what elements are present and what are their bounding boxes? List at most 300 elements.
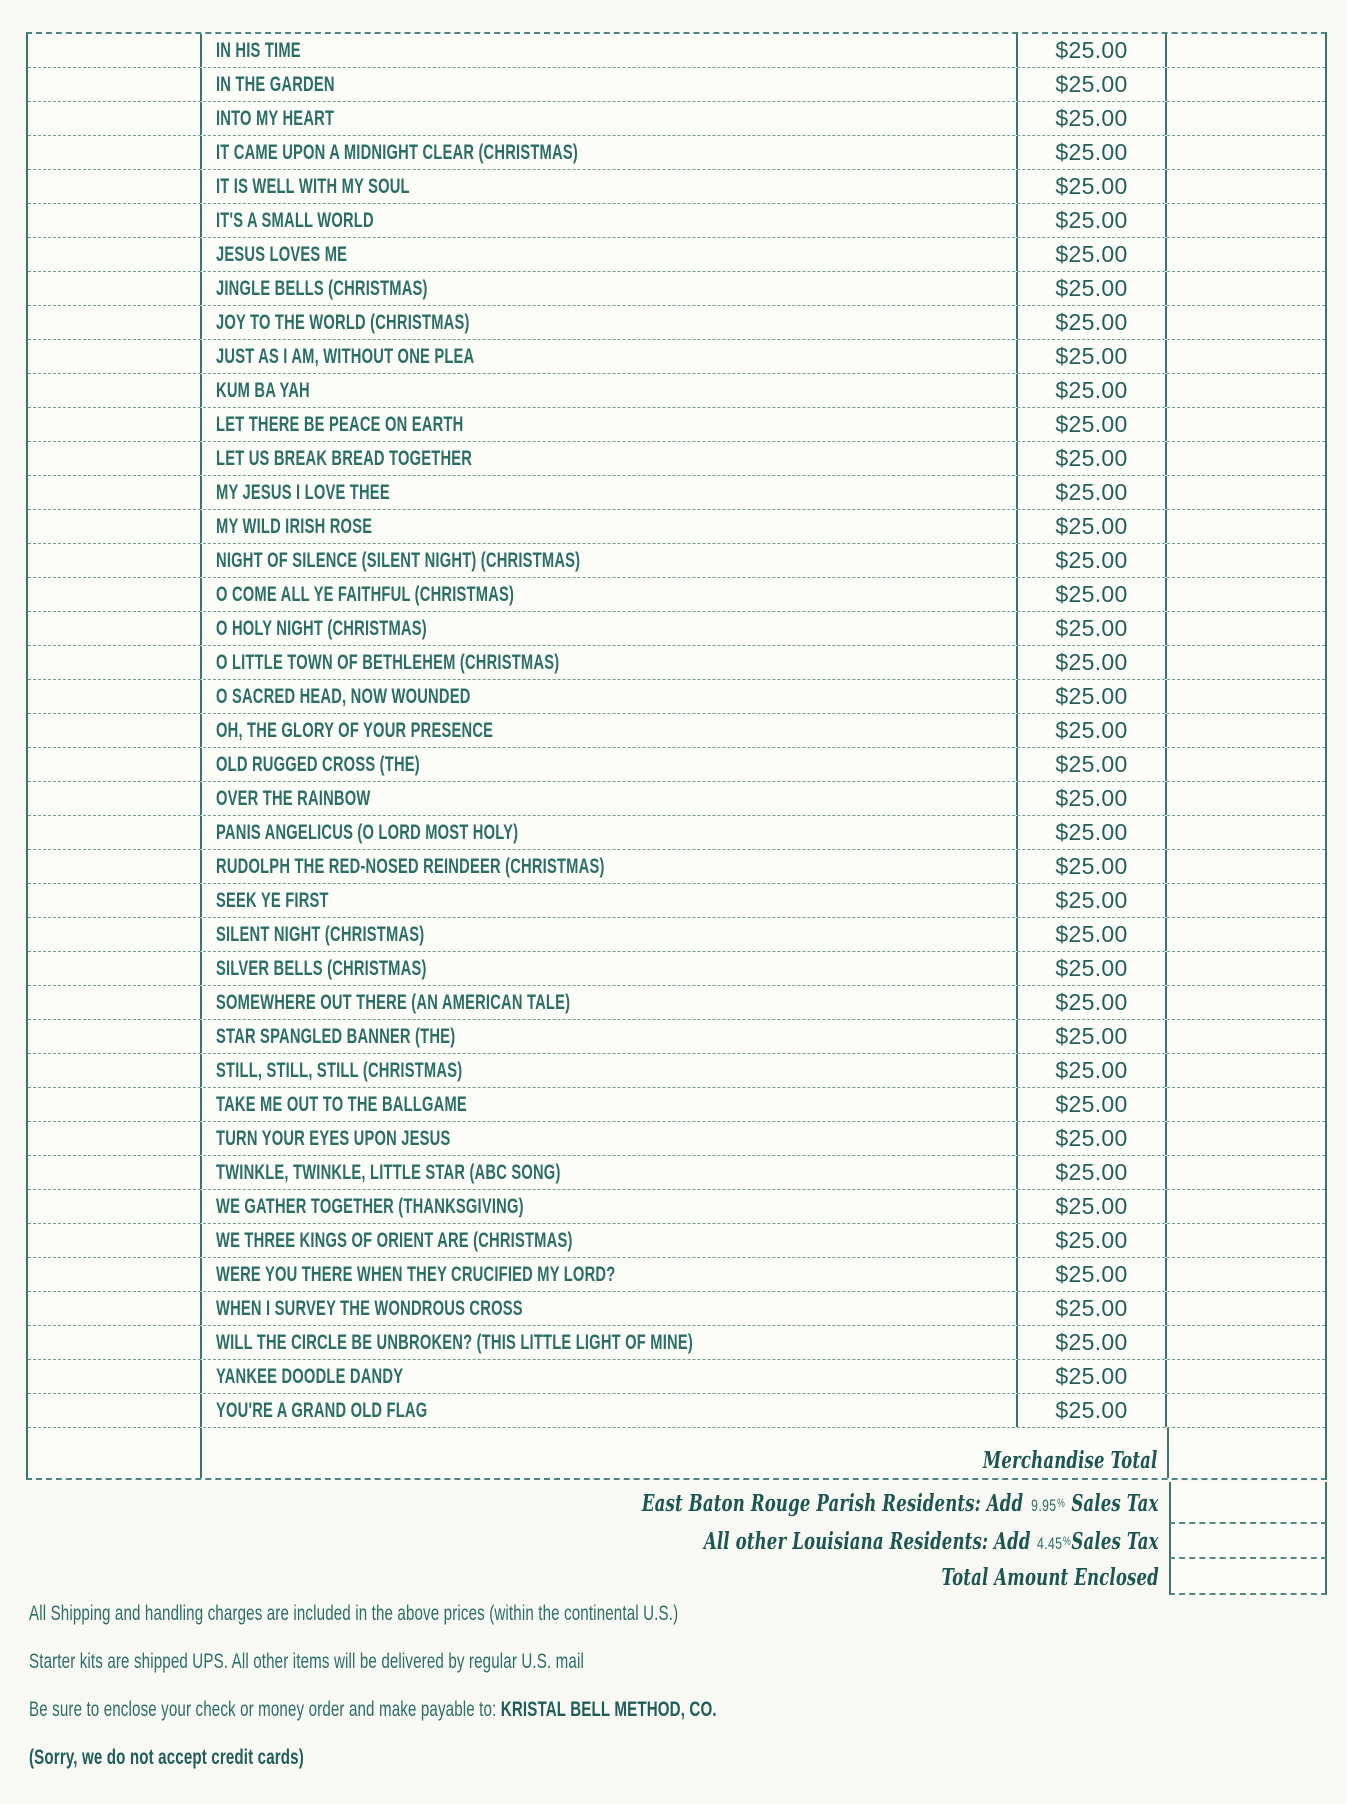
song-price-cell <box>1016 1054 1167 1087</box>
amount-input-cell[interactable] <box>1167 578 1325 611</box>
song-price-cell <box>1016 544 1167 577</box>
song-price-cell <box>1016 68 1167 101</box>
tax1-prefix: East Baton Rouge Parish Residents: Add <box>642 1489 1024 1517</box>
shipping-note-line <box>29 1600 984 1628</box>
tax1-label <box>26 1482 1169 1524</box>
amount-input-cell[interactable] <box>1167 374 1325 407</box>
amount-input-cell[interactable] <box>1167 1054 1325 1087</box>
song-price: $25.00 <box>1055 1159 1128 1185</box>
song-price: $25.00 <box>1055 989 1128 1015</box>
song-price-cell <box>1016 986 1167 1019</box>
song-title: TURN YOUR EYES UPON JESUS <box>216 1126 451 1150</box>
song-title: OVER THE RAINBOW <box>216 786 371 810</box>
quantity-input-cell[interactable] <box>28 510 202 543</box>
delivery-note: Starter kits are shipped UPS. All other items will be delivered by regular U.S. mail <box>29 1650 584 1673</box>
song-title: O SACRED HEAD, NOW WOUNDED <box>216 684 471 708</box>
quantity-input-cell[interactable] <box>28 272 202 305</box>
quantity-input-cell[interactable] <box>28 1190 202 1223</box>
quantity-input-cell[interactable] <box>28 850 202 883</box>
song-title-cell <box>202 68 1016 101</box>
song-title-cell <box>202 340 1016 373</box>
amount-input-cell[interactable] <box>1167 34 1325 67</box>
footer-notes <box>29 1600 984 1792</box>
amount-input-cell[interactable] <box>1167 1088 1325 1121</box>
song-price: $25.00 <box>1055 513 1128 539</box>
song-title: MY JESUS I LOVE THEE <box>216 480 390 504</box>
quantity-input-cell[interactable] <box>28 612 202 645</box>
amount-input-cell[interactable] <box>1167 1122 1325 1155</box>
song-title: JUST AS I AM, WITHOUT ONE PLEA <box>216 344 475 368</box>
amount-input-cell[interactable] <box>1167 442 1325 475</box>
song-price: $25.00 <box>1055 275 1128 301</box>
song-price: $25.00 <box>1055 649 1128 675</box>
table-row <box>28 102 1325 136</box>
amount-input-cell[interactable] <box>1167 1292 1325 1325</box>
quantity-input-cell[interactable] <box>28 68 202 101</box>
table-row <box>28 544 1325 578</box>
song-price-cell <box>1016 680 1167 713</box>
song-title: LET US BREAK BREAD TOGETHER <box>216 446 473 470</box>
song-title: SEEK YE FIRST <box>216 888 329 912</box>
quantity-input-cell[interactable] <box>28 374 202 407</box>
song-price: $25.00 <box>1055 1091 1128 1117</box>
table-row <box>28 816 1325 850</box>
song-title-cell <box>202 1394 1016 1427</box>
table-row <box>28 1020 1325 1054</box>
song-title-cell <box>202 578 1016 611</box>
table-row <box>28 1088 1325 1122</box>
song-title-cell <box>202 1292 1016 1325</box>
quantity-input-cell[interactable] <box>28 34 202 67</box>
song-title: TWINKLE, TWINKLE, LITTLE STAR (ABC SONG) <box>216 1160 561 1184</box>
song-title-cell <box>202 884 1016 917</box>
table-row <box>28 1122 1325 1156</box>
quantity-input-cell[interactable] <box>28 952 202 985</box>
table-row <box>28 306 1325 340</box>
song-price: $25.00 <box>1055 785 1128 811</box>
song-price-cell <box>1016 1224 1167 1257</box>
amount-input-cell[interactable] <box>1167 544 1325 577</box>
payable-note-line <box>29 1696 984 1724</box>
song-price-cell <box>1016 442 1167 475</box>
amount-input-cell[interactable] <box>1167 1394 1325 1427</box>
table-row <box>28 340 1325 374</box>
amount-input-cell[interactable] <box>1167 952 1325 985</box>
song-price-cell <box>1016 340 1167 373</box>
song-price: $25.00 <box>1055 445 1128 471</box>
table-row <box>28 476 1325 510</box>
song-price-cell <box>1016 408 1167 441</box>
amount-input-cell[interactable] <box>1167 1020 1325 1053</box>
amount-input-cell[interactable] <box>1167 612 1325 645</box>
quantity-input-cell[interactable] <box>28 204 202 237</box>
song-title-cell <box>202 1122 1016 1155</box>
delivery-note-line <box>29 1648 984 1676</box>
song-title: IN THE GARDEN <box>216 72 335 96</box>
quantity-input-cell[interactable] <box>28 1394 202 1427</box>
quantity-input-cell[interactable] <box>28 918 202 951</box>
merchandise-total-input-box[interactable] <box>1167 1428 1325 1478</box>
song-price-cell <box>1016 918 1167 951</box>
song-price: $25.00 <box>1055 1057 1128 1083</box>
quantity-input-cell[interactable] <box>28 102 202 135</box>
song-price: $25.00 <box>1055 173 1128 199</box>
quantity-input-cell[interactable] <box>28 1088 202 1121</box>
quantity-input-cell[interactable] <box>28 748 202 781</box>
song-title: PANIS ANGELICUS (O LORD MOST HOLY) <box>216 820 519 844</box>
song-title-cell <box>202 748 1016 781</box>
quantity-input-cell[interactable] <box>28 646 202 679</box>
order-summary <box>26 1482 1327 1595</box>
amount-input-cell[interactable] <box>1167 884 1325 917</box>
song-rows <box>28 34 1325 1428</box>
song-title: STILL, STILL, STILL (CHRISTMAS) <box>216 1058 463 1082</box>
song-title-cell <box>202 442 1016 475</box>
song-title-cell <box>202 952 1016 985</box>
song-title-cell <box>202 136 1016 169</box>
quantity-input-cell[interactable] <box>28 1122 202 1155</box>
tax1-rate: 9.95 % <box>1031 1495 1066 1515</box>
amount-input-cell[interactable] <box>1167 272 1325 305</box>
table-row <box>28 850 1325 884</box>
song-title-cell <box>202 816 1016 849</box>
song-title: OLD RUGGED CROSS (THE) <box>216 752 420 776</box>
song-price: $25.00 <box>1055 139 1128 165</box>
tax2-prefix: All other Louisiana Residents: Add <box>704 1528 1031 1555</box>
table-row <box>28 680 1325 714</box>
song-price: $25.00 <box>1055 1295 1128 1321</box>
quantity-input-cell[interactable] <box>28 1292 202 1325</box>
song-title-cell <box>202 680 1016 713</box>
song-price: $25.00 <box>1055 343 1128 369</box>
table-row <box>28 136 1325 170</box>
song-title-cell <box>202 510 1016 543</box>
song-price: $25.00 <box>1055 207 1128 233</box>
song-title: SILENT NIGHT (CHRISTMAS) <box>216 922 425 946</box>
quantity-input-cell[interactable] <box>28 714 202 747</box>
merchandise-total-label-cell <box>202 1428 1167 1478</box>
amount-input-cell[interactable] <box>1167 408 1325 441</box>
quantity-input-cell[interactable] <box>28 578 202 611</box>
song-title-cell <box>202 612 1016 645</box>
amount-input-cell[interactable] <box>1167 748 1325 781</box>
song-price-cell <box>1016 1088 1167 1121</box>
amount-input-cell[interactable] <box>1167 918 1325 951</box>
song-title: YOU'RE A GRAND OLD FLAG <box>216 1398 428 1422</box>
song-price-cell <box>1016 1292 1167 1325</box>
song-title-cell <box>202 170 1016 203</box>
quantity-input-cell[interactable] <box>28 306 202 339</box>
song-price: $25.00 <box>1055 581 1128 607</box>
total-enclosed-input-box[interactable] <box>1169 1559 1327 1595</box>
quantity-input-cell[interactable] <box>28 1326 202 1359</box>
song-price: $25.00 <box>1055 683 1128 709</box>
quantity-input-cell[interactable] <box>28 238 202 271</box>
quantity-input-cell[interactable] <box>28 442 202 475</box>
table-row <box>28 34 1325 68</box>
table-row <box>28 918 1325 952</box>
song-title: WHEN I SURVEY THE WONDROUS CROSS <box>216 1296 523 1320</box>
song-price: $25.00 <box>1055 853 1128 879</box>
amount-input-cell[interactable] <box>1167 306 1325 339</box>
song-price-cell <box>1016 612 1167 645</box>
song-title: STAR SPANGLED BANNER (THE) <box>216 1024 456 1048</box>
quantity-input-cell[interactable] <box>28 816 202 849</box>
amount-input-cell[interactable] <box>1167 782 1325 815</box>
amount-input-cell[interactable] <box>1167 510 1325 543</box>
song-title-cell <box>202 1020 1016 1053</box>
quantity-input-cell[interactable] <box>28 408 202 441</box>
amount-input-cell[interactable] <box>1167 68 1325 101</box>
song-title: IN HIS TIME <box>216 38 301 62</box>
song-title: MY WILD IRISH ROSE <box>216 514 373 538</box>
amount-input-cell[interactable] <box>1167 204 1325 237</box>
song-price: $25.00 <box>1055 479 1128 505</box>
song-title-cell <box>202 1054 1016 1087</box>
song-price-cell <box>1016 374 1167 407</box>
song-price-cell <box>1016 102 1167 135</box>
amount-input-cell[interactable] <box>1167 1224 1325 1257</box>
song-title-cell <box>202 476 1016 509</box>
song-title: SILVER BELLS (CHRISTMAS) <box>216 956 427 980</box>
amount-input-cell[interactable] <box>1167 476 1325 509</box>
song-price: $25.00 <box>1055 1329 1128 1355</box>
song-price-cell <box>1016 306 1167 339</box>
total-enclosed-row <box>26 1559 1327 1595</box>
table-row <box>28 1190 1325 1224</box>
tax2-label <box>26 1524 1169 1559</box>
song-price-cell <box>1016 1360 1167 1393</box>
song-title-cell <box>202 714 1016 747</box>
table-row <box>28 1258 1325 1292</box>
amount-input-cell[interactable] <box>1167 238 1325 271</box>
song-price-cell <box>1016 646 1167 679</box>
tax2-suffix: Sales Tax <box>1071 1528 1159 1555</box>
song-title-cell <box>202 1190 1016 1223</box>
song-title: TAKE ME OUT TO THE BALLGAME <box>216 1092 467 1116</box>
table-row <box>28 510 1325 544</box>
song-price: $25.00 <box>1055 751 1128 777</box>
quantity-input-cell[interactable] <box>28 680 202 713</box>
tax-row-louisiana <box>26 1524 1327 1559</box>
quantity-input-cell[interactable] <box>28 986 202 1019</box>
song-price-cell <box>1016 170 1167 203</box>
song-title-cell <box>202 918 1016 951</box>
table-row <box>28 408 1325 442</box>
song-price: $25.00 <box>1055 71 1128 97</box>
quantity-input-cell[interactable] <box>28 1258 202 1291</box>
song-title: RUDOLPH THE RED-NOSED REINDEER (CHRISTMAS) <box>216 854 605 878</box>
song-title: KUM BA YAH <box>216 378 310 402</box>
amount-input-cell[interactable] <box>1167 816 1325 849</box>
quantity-input-cell[interactable] <box>28 136 202 169</box>
table-row <box>28 884 1325 918</box>
song-price: $25.00 <box>1055 1363 1128 1389</box>
amount-input-cell[interactable] <box>1167 1156 1325 1189</box>
song-price-cell <box>1016 578 1167 611</box>
song-title-cell <box>202 1156 1016 1189</box>
table-row <box>28 1156 1325 1190</box>
song-title-cell <box>202 1258 1016 1291</box>
shipping-note: All Shipping and handling charges are included in the above prices (within the continental U.S.) <box>29 1602 679 1625</box>
table-row <box>28 204 1325 238</box>
table-row <box>28 170 1325 204</box>
tax2-input-box[interactable] <box>1169 1524 1327 1559</box>
amount-input-cell[interactable] <box>1167 136 1325 169</box>
table-row <box>28 986 1325 1020</box>
song-price-cell <box>1016 884 1167 917</box>
song-title: JOY TO THE WORLD (CHRISTMAS) <box>216 310 470 334</box>
song-title-cell <box>202 408 1016 441</box>
table-row <box>28 442 1325 476</box>
amount-input-cell[interactable] <box>1167 1258 1325 1291</box>
song-price-cell <box>1016 782 1167 815</box>
song-title-cell <box>202 986 1016 1019</box>
table-row <box>28 374 1325 408</box>
tax-row-east-baton-rouge <box>26 1482 1327 1524</box>
table-row <box>28 272 1325 306</box>
song-title: NIGHT OF SILENCE (SILENT NIGHT) (CHRISTMAS) <box>216 548 581 572</box>
song-title-cell <box>202 102 1016 135</box>
song-title: JESUS LOVES ME <box>216 242 348 266</box>
quantity-input-cell[interactable] <box>28 1428 202 1478</box>
amount-input-cell[interactable] <box>1167 1326 1325 1359</box>
song-title: WERE YOU THERE WHEN THEY CRUCIFIED MY LORD? <box>216 1262 616 1286</box>
table-row <box>28 578 1325 612</box>
table-row <box>28 646 1325 680</box>
percent-sign: % <box>1063 1534 1072 1548</box>
song-title-cell <box>202 782 1016 815</box>
song-price-cell <box>1016 1326 1167 1359</box>
amount-input-cell[interactable] <box>1167 1190 1325 1223</box>
table-row <box>28 612 1325 646</box>
song-price-cell <box>1016 850 1167 883</box>
song-title-cell <box>202 34 1016 67</box>
song-price-cell <box>1016 1156 1167 1189</box>
table-row <box>28 1292 1325 1326</box>
quantity-input-cell[interactable] <box>28 1054 202 1087</box>
amount-input-cell[interactable] <box>1167 170 1325 203</box>
song-price-cell <box>1016 34 1167 67</box>
song-price-cell <box>1016 1258 1167 1291</box>
song-price: $25.00 <box>1055 717 1128 743</box>
song-order-table <box>26 32 1327 1480</box>
song-title: INTO MY HEART <box>216 106 335 130</box>
song-title-cell <box>202 646 1016 679</box>
quantity-input-cell[interactable] <box>28 782 202 815</box>
song-price-cell <box>1016 714 1167 747</box>
amount-input-cell[interactable] <box>1167 850 1325 883</box>
song-title: JINGLE BELLS (CHRISTMAS) <box>216 276 428 300</box>
song-price: $25.00 <box>1055 887 1128 913</box>
song-title: WE THREE KINGS OF ORIENT ARE (CHRISTMAS) <box>216 1228 573 1252</box>
song-price: $25.00 <box>1055 105 1128 131</box>
song-title-cell <box>202 238 1016 271</box>
percent-sign: % <box>1057 1495 1066 1510</box>
quantity-input-cell[interactable] <box>28 340 202 373</box>
song-price-cell <box>1016 1394 1167 1427</box>
payable-company-name: KRISTAL BELL METHOD, CO. <box>500 1698 717 1721</box>
table-row <box>28 952 1325 986</box>
song-title-cell <box>202 1088 1016 1121</box>
merchandise-total-row <box>28 1428 1325 1478</box>
table-row <box>28 1394 1325 1428</box>
song-price: $25.00 <box>1055 241 1128 267</box>
quantity-input-cell[interactable] <box>28 1224 202 1257</box>
song-title: YANKEE DOODLE DANDY <box>216 1364 404 1388</box>
song-price: $25.00 <box>1055 1397 1128 1423</box>
quantity-input-cell[interactable] <box>28 884 202 917</box>
song-price: $25.00 <box>1055 955 1128 981</box>
song-title: SOMEWHERE OUT THERE (AN AMERICAN TALE) <box>216 990 571 1014</box>
song-price: $25.00 <box>1055 547 1128 573</box>
amount-input-cell[interactable] <box>1167 1360 1325 1393</box>
song-title-cell <box>202 1326 1016 1359</box>
song-title-cell <box>202 204 1016 237</box>
song-title-cell <box>202 1224 1016 1257</box>
quantity-input-cell[interactable] <box>28 170 202 203</box>
table-row <box>28 238 1325 272</box>
song-price: $25.00 <box>1055 921 1128 947</box>
quantity-input-cell[interactable] <box>28 1360 202 1393</box>
total-enclosed-label-cell <box>26 1559 1169 1595</box>
quantity-input-cell[interactable] <box>28 1020 202 1053</box>
song-title-cell <box>202 1360 1016 1393</box>
song-price: $25.00 <box>1055 37 1128 63</box>
song-price-cell <box>1016 748 1167 781</box>
song-price: $25.00 <box>1055 615 1128 641</box>
song-title-cell <box>202 306 1016 339</box>
payable-note: Be sure to enclose your check or money order and make payable to: <box>29 1698 501 1721</box>
song-price: $25.00 <box>1055 1227 1128 1253</box>
song-price-cell <box>1016 816 1167 849</box>
merchandise-total-label: Merchandise Total <box>982 1447 1157 1474</box>
tax2-rate: 4.45 % <box>1037 1534 1072 1553</box>
amount-input-cell[interactable] <box>1167 102 1325 135</box>
song-price-cell <box>1016 476 1167 509</box>
song-price-cell <box>1016 204 1167 237</box>
table-row <box>28 1360 1325 1394</box>
quantity-input-cell[interactable] <box>28 476 202 509</box>
song-title: IT CAME UPON A MIDNIGHT CLEAR (CHRISTMAS) <box>216 140 578 164</box>
amount-input-cell[interactable] <box>1167 714 1325 747</box>
song-price-cell <box>1016 952 1167 985</box>
song-title: O HOLY NIGHT (CHRISTMAS) <box>216 616 427 640</box>
song-title: IT IS WELL WITH MY SOUL <box>216 174 410 198</box>
quantity-input-cell[interactable] <box>28 544 202 577</box>
song-price: $25.00 <box>1055 377 1128 403</box>
total-enclosed-label: Total Amount Enclosed <box>941 1563 1159 1591</box>
song-price-cell <box>1016 510 1167 543</box>
song-price-cell <box>1016 272 1167 305</box>
table-row <box>28 748 1325 782</box>
song-title: O COME ALL YE FAITHFUL (CHRISTMAS) <box>216 582 515 606</box>
table-row <box>28 782 1325 816</box>
quantity-input-cell[interactable] <box>28 1156 202 1189</box>
amount-input-cell[interactable] <box>1167 680 1325 713</box>
song-price-cell <box>1016 136 1167 169</box>
amount-input-cell[interactable] <box>1167 340 1325 373</box>
song-price-cell <box>1016 1190 1167 1223</box>
table-row <box>28 1224 1325 1258</box>
tax1-input-box[interactable] <box>1169 1482 1327 1524</box>
song-title: LET THERE BE PEACE ON EARTH <box>216 412 464 436</box>
amount-input-cell[interactable] <box>1167 986 1325 1019</box>
song-price: $25.00 <box>1055 1193 1128 1219</box>
song-title: WILL THE CIRCLE BE UNBROKEN? (THIS LITTLE LIGHT OF MINE) <box>216 1330 693 1354</box>
amount-input-cell[interactable] <box>1167 646 1325 679</box>
song-title: OH, THE GLORY OF YOUR PRESENCE <box>216 718 494 742</box>
